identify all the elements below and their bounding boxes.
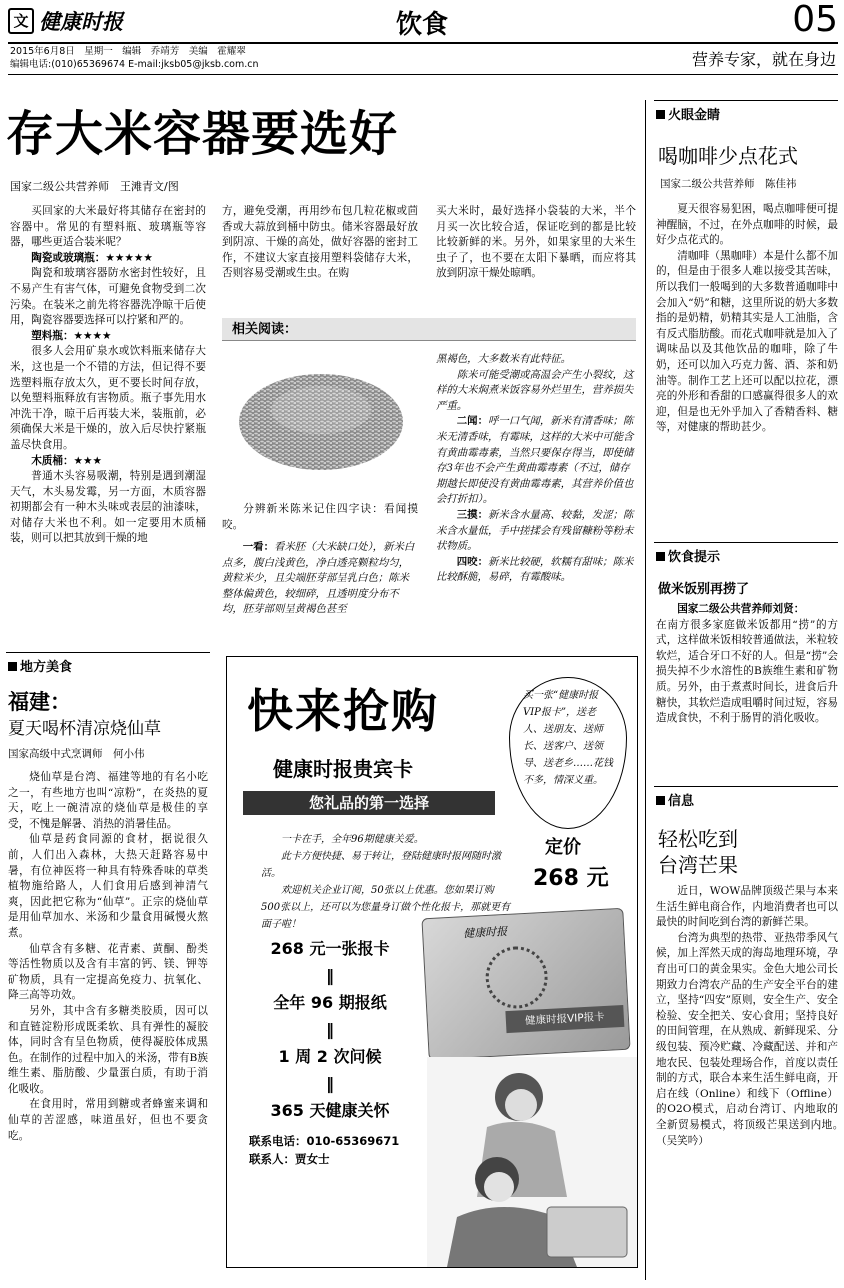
- ad-list-equals: ‖: [326, 966, 334, 985]
- article-subhead: 木质桶：★★★: [31, 454, 103, 467]
- local-title-1: 福建：: [8, 689, 71, 714]
- related-paragraph: [222, 540, 418, 618]
- vip-card: [421, 908, 630, 1060]
- article-subhead: 陶瓷或玻璃瓶：★★★★★: [31, 251, 153, 264]
- right-section-label-1: 火眼金睛: [656, 104, 720, 123]
- related-keyword: 三摸：: [456, 508, 488, 521]
- right-body-2: [656, 602, 838, 727]
- related-paragraph: [436, 352, 636, 368]
- ad-list: [245, 935, 415, 1124]
- article-byline: 国家二级公共营养师 王滩青文/图: [10, 180, 179, 193]
- article-paragraph: 方，避免受潮，再用纱布包几粒花椒或茴香或大蒜放到桶中防虫。储米容器最好放到阴凉、干燥的高处，做好容器的密封工作，不建议大家直接用塑料袋储存大米，否则容易受潮或生虫。在购: [222, 205, 418, 280]
- header-rule-bottom: [8, 74, 838, 75]
- article-title: 存大米容器要选好: [6, 106, 399, 162]
- ad-subheadline: 健康时报贵宾卡: [273, 757, 413, 781]
- right-byline-1: 国家二级公共营养师 陈佳祎: [660, 178, 797, 190]
- contact-line: 编辑电话:(010)65369674 E-mail:jksb05@jksb.com.cn: [10, 59, 259, 70]
- right-paragraph: 在南方很多家庭做米饭都用“捞”的方式，这样做米饭相较普通做法，米粒较软烂，适合牙口不好的人。但是“捞”会损失掉不少水溶性的B族维生素和矿物质。另外，由于煮煮时间长，进食后升糖快，其软烂造成咀嚼时间过短，容易造成食快，不利于肠胃的消化吸收。: [656, 618, 838, 725]
- related-paragraph: [436, 414, 636, 508]
- ad-list-item: 365 天健康关怀: [270, 1101, 390, 1120]
- related-paragraph: [436, 555, 636, 586]
- right-paragraph: 台湾为典型的热带、亚热带季风气候，加上浑然天成的海岛地理环境，孕育出可口的黄金果实。金色大地公司长期致力台湾农产品的生产安全平台的建立，坚持“四安”原则，安全生产、安全检验、安全把关、安心食用；坚持良好的田间管理，在从熟成、新鲜现采、分级包装、预冷贮藏、冷藏配送、并和产地农民、包装处理场合作，首度以责任制的方式，联合本来生活生鲜电商，开启在线（Online）和线下（Offline）的O2O模式，启动台湾订、内地取的全新贸易模式，将顶级芒果送到内地。 （吴笑吟）: [656, 931, 838, 1147]
- local-paragraph: 另外，其中含有多糖类胶质，因可以和直链淀粉形成既柔软、具有弹性的凝胶体，同时含有呈色物质，使得凝胶体成黑色。在制作的过程中加入的米汤，带有B族维生素、脂肪酸、少量蛋白质，有助于消化吸收。: [8, 1004, 208, 1095]
- right-body-1: [656, 202, 838, 436]
- masthead-logo: [8, 6, 138, 38]
- article-column-3: [436, 204, 636, 282]
- related-text: 新米含水量高、较黏，发涩；陈米含水量低，手中搓揉会有残留糠粉等粉末状物质。: [436, 508, 634, 553]
- local-paragraph: 在食用时，常用到糖或者蜂蜜来调和仙草的苦涩感，味道虽好，但也不要贪吃。: [8, 1098, 208, 1142]
- ad-body-line: 一卡在手，全年96期健康关爱。: [281, 834, 424, 845]
- local-section-label: 地方美食: [8, 656, 72, 675]
- ad-body-line: 欢迎机关企业订阅，50张以上优惠。您如果订购500张以上，还可以为您量身订做个性化报卡，那就更有面子啦！: [261, 885, 511, 930]
- article-paragraph: 普通木头容易吸潮，特别是遇到潮湿天气，木头易发霉，另一方面，木质容器初期都会有一种木头味或表层的油漆味，对储存大米也不利。如一定要用木质桶装，则可以把其放到干燥的地: [10, 470, 206, 545]
- related-keyword: 一看：: [242, 541, 274, 553]
- ad-side-text: 买一张“健康时报VIP报卡”，送老人、送朋友、送师长、送客户、送领导、送老乡……花钱不多，情深义重。: [523, 690, 613, 786]
- related-text: 呼一口气闻，新米有清香味；陈米无清香味，有霉味，这样的大米中可能含有黄曲霉毒素，当然只要保存得当，即使储存3年也不会产生黄曲霉毒素（不过，储存期越长即使没有黄曲霉毒素，其营养价值也会打折扣）。: [436, 415, 634, 506]
- related-text: 黑褐色，大多数米有此特征。: [436, 353, 572, 365]
- article-column-1: [10, 204, 206, 644]
- related-text: 陈米可能受潮或高温会产生小裂纹，这样的大米焖煮米饭容易外烂里生，营养损失严重。: [436, 368, 634, 412]
- slogan: 营养专家，就在身边: [691, 50, 836, 69]
- ad-list-equals: ‖: [326, 1020, 334, 1039]
- right-paragraph: 夏天很容易犯困，喝点咖啡便可提神醒脑，不过，在外点咖啡的时候，最好少点花式的。: [656, 203, 838, 247]
- logo-icon: 文: [8, 8, 34, 34]
- article-column-2: [222, 204, 418, 282]
- family-photo: [427, 1057, 637, 1267]
- page-number: 05: [792, 0, 838, 40]
- section-title: 饮食: [395, 10, 448, 40]
- right-section-rule-3: [654, 786, 838, 787]
- related-text: 看米胚（大米缺口处），新米白点多，腹白浅黄色，净白透亮颗粒均匀，黄粒米少，且尖端胚芽部呈乳白色；陈米整体偏黄色，较细碎，且透明度分布不均，胚芽部则呈黄褐色甚至: [222, 541, 415, 616]
- logo-text: 健康时报: [39, 9, 124, 34]
- right-paragraph: 近日，WOW品牌顶级芒果与本来生活生鲜电商合作，内地消费者也可以最快的时间吃到台湾的新鲜芒果。: [656, 885, 838, 929]
- right-body-3: [656, 884, 838, 1269]
- knot-icon: [484, 945, 549, 1010]
- ad-contact: 联系人：贾女士: [249, 1152, 330, 1166]
- article-paragraph: 很多人会用矿泉水或饮料瓶来储存大米，这也是一个不错的方法，但记得不要选塑料瓶存放太久，更不要长时间存放，以免塑料瓶释放有害物质。瓶子事先用水冲洗干净，晾干后再装大米，装瓶前，必须确保大米是干燥的，放入后尽快拧紧瓶盖尽快食用。: [10, 345, 206, 451]
- ad-list-item: 全年 96 期报纸: [273, 993, 387, 1012]
- article-subhead: 塑料瓶：★★★★: [31, 329, 112, 342]
- local-paragraph: 仙草是药食同源的食材，据说很久前，人们出入森林，大热天赶路容易中暑，有位神医将一种具有特殊香味的草类植物施给路人，人们食用后感到神清气爽，因此把它称为“仙草”。正宗的烧仙草是用仙草加水、米汤和少量食用碱慢火熬煮。: [8, 833, 208, 939]
- right-section-label-2: 饮食提示: [656, 546, 720, 565]
- right-title-2: 做米饭别再捞了: [658, 582, 750, 597]
- related-column-2: [436, 352, 636, 586]
- ad-list-item: 1 周 2 次问候: [278, 1047, 382, 1066]
- related-text: 新米比较硬，软糯有甜味；陈米比较酥脆，易碎，有霉酸味。: [436, 555, 634, 584]
- ad-body-line: 此卡方便快捷、易于转让，登陆健康时报网随时激活。: [261, 851, 501, 879]
- related-paragraph: [436, 508, 636, 555]
- related-column-1: [222, 540, 418, 618]
- related-paragraph: [436, 368, 636, 415]
- local-body: [8, 770, 208, 1250]
- related-reading-header: 相关阅读：: [222, 318, 636, 341]
- ad-phone: 联系电话：010-65369671: [249, 1134, 400, 1148]
- ad-headline: 快来抢购: [247, 684, 439, 738]
- article-paragraph: 买回家的大米最好将其储存在密封的容器中。常见的有塑料瓶、玻璃瓶等容器，哪些更适合装米呢？: [10, 205, 206, 249]
- header-rule: [8, 42, 838, 44]
- date-line: 2015年6月8日 星期一 编辑 乔靖芳 美编 霍耀翠: [10, 46, 246, 57]
- right-title-3a: 轻松吃到: [658, 827, 738, 851]
- local-paragraph: 烧仙草是台湾、福建等地的有名小吃之一，有些地方也叫“凉粉”，在炎热的夏天，吃上一碗清凉的烧仙草是极佳的享受，不愧是解暑、消热的消暑佳品。: [8, 771, 208, 830]
- card-label: 健康时报VIP报卡: [505, 1005, 624, 1033]
- rice-photo: [236, 360, 406, 478]
- local-section-rule: [6, 652, 210, 653]
- right-section-rule-1: [654, 100, 838, 101]
- ad-list-item: 268 元一张报卡: [270, 939, 390, 958]
- column-divider: [645, 100, 646, 1280]
- right-section-label-3: 信息: [656, 790, 694, 809]
- local-paragraph: 仙草含有多糖、花青素、黄酮、酚类等活性物质以及含有丰富的钙、镁、钾等矿物质，具有一定提高免疫力、抗氧化、降三高等功效。: [8, 942, 208, 1002]
- ad-price: 268 元: [533, 866, 609, 891]
- right-title-3b: 台湾芒果: [658, 853, 738, 877]
- ad-list-equals: ‖: [326, 1074, 334, 1093]
- ad-price-label: 定价: [545, 837, 581, 858]
- local-byline: 国家高级中式烹调师 何小伟: [8, 748, 145, 760]
- related-lead: 分辨新米陈米记住四字诀：看闻摸咬。: [222, 503, 418, 531]
- right-paragraph: 清咖啡（黑咖啡）本是什么都不加的，但是由于很多人难以接受其苦味，所以我们一般喝到的大多数普通咖啡中会加入“奶”和糖，这里所说的奶大多数指的是奶精，奶精其实是人工油脂，含有反式脂肪酸。而花式咖啡就是加入了调味品以及其他饮品的咖啡，除了牛奶，还可以加入巧克力酱、酒、茶和奶油等。制作工艺上还可以配以拉花，漂亮的外形和香甜的口感赢得很多人的欢迎，但是也无外乎加入了香精香料、糖等，对健康的帮助甚少。: [656, 249, 838, 434]
- related-keyword: 二闻：: [456, 415, 488, 428]
- local-title-2: 夏天喝杯清凉烧仙草: [8, 719, 161, 739]
- ad-banner: 您礼品的第一选择: [243, 791, 495, 815]
- article-paragraph: 买大米时，最好选择小袋装的大米，半个月买一次比较合适，保证吃到的都是比较比较新鲜的米。另外，如果家里的大米生虫子了，也不要在太阳下暴晒，而应将其放到阴凉干燥处晾晒。: [436, 205, 636, 280]
- card-brand: 健康时报: [462, 924, 508, 941]
- vip-card-ad: [226, 656, 638, 1268]
- right-byline-2: 国家二级公共营养师刘贤：: [677, 603, 805, 615]
- right-title-1: 喝咖啡少点花式: [658, 144, 798, 168]
- related-keyword: 四咬：: [456, 555, 488, 568]
- article-paragraph: 陶瓷和玻璃容器防水密封性较好，且不易产生有害气体，可避免食物受到二次污染。在装米之前先将容器洗净晾干后使用，陶瓷容器要选择可以拧紧和严的。: [10, 267, 206, 327]
- right-section-rule-2: [654, 542, 838, 543]
